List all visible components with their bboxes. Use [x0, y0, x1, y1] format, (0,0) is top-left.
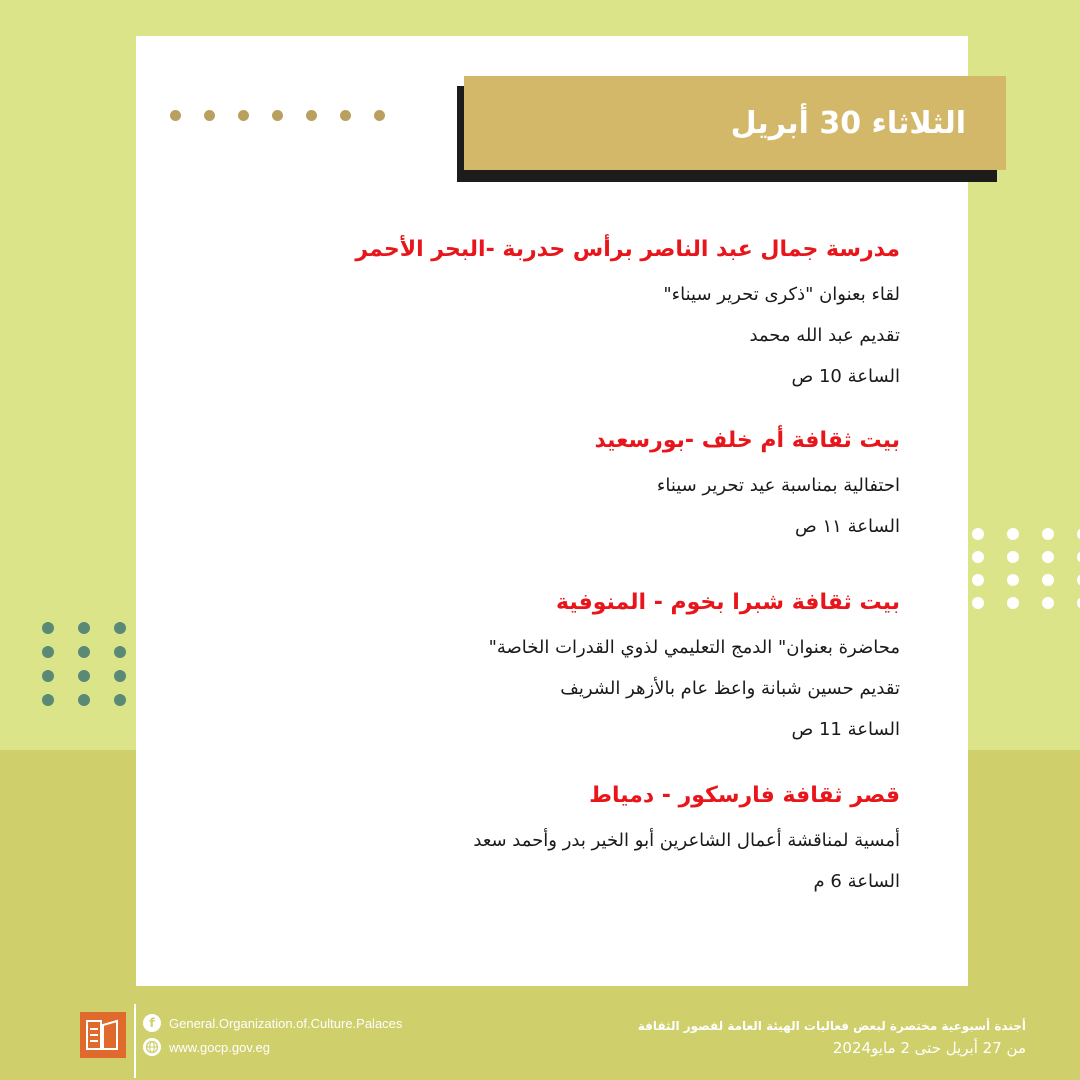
event-presenter: تقديم حسين شبانة واعظ عام بالأزهر الشريف	[560, 678, 900, 699]
globe-icon	[143, 1038, 161, 1056]
website-link-text: www.gocp.gov.eg	[169, 1039, 270, 1055]
facebook-icon: f	[143, 1014, 161, 1032]
event-title: بيت ثقافة شبرا بخوم - المنوفية	[556, 590, 900, 615]
agenda-date-range: من 27 أبريل حتى 2 مايو2024	[832, 1039, 1026, 1057]
agenda-title: أجندة أسبوعية مختصرة لبعض فعاليات الهيئة العامة لقصور الثقافة	[637, 1019, 1026, 1033]
event-item	[300, 579, 900, 750]
footer-links	[143, 1014, 402, 1056]
decorative-dots-green	[42, 622, 126, 706]
event-description: محاضرة بعنوان" الدمج التعليمي لذوي القدرات الخاصة"	[488, 637, 900, 658]
event-description: لقاء بعنوان "ذكرى تحرير سيناء"	[663, 284, 900, 305]
event-description: أمسية لمناقشة أعمال الشاعرين أبو الخير بدر وأحمد سعد	[473, 830, 900, 851]
decorative-dots-gold	[170, 110, 385, 121]
facebook-link[interactable]	[143, 1014, 402, 1032]
event-time: الساعة ١١ ص	[795, 516, 900, 537]
event-item	[300, 772, 900, 902]
agenda-info	[638, 1016, 1026, 1060]
footer-divider	[134, 1004, 136, 1078]
date-header	[464, 76, 1006, 170]
website-link[interactable]	[143, 1038, 402, 1056]
event-title: قصر ثقافة فارسكور - دمياط	[589, 783, 900, 808]
event-item	[300, 226, 900, 397]
event-description: احتفالية بمناسبة عيد تحرير سيناء	[656, 475, 900, 496]
event-title: بيت ثقافة أم خلف -بورسعيد	[594, 428, 900, 453]
decorative-dots-white	[972, 528, 1080, 609]
date-title: الثلاثاء 30 أبريل	[730, 105, 966, 141]
gocp-logo-icon	[80, 1012, 126, 1058]
event-time: الساعة 6 م	[813, 871, 900, 892]
event-presenter: تقديم عبد الله محمد	[749, 325, 900, 346]
event-time: الساعة 10 ص	[791, 366, 900, 387]
event-time: الساعة 11 ص	[791, 719, 900, 740]
event-title: مدرسة جمال عبد الناصر برأس حدربة -البحر الأحمر	[355, 237, 900, 262]
events-list	[300, 226, 900, 922]
facebook-link-text: General.Organization.of.Culture.Palaces	[169, 1015, 403, 1031]
event-item	[300, 417, 900, 547]
